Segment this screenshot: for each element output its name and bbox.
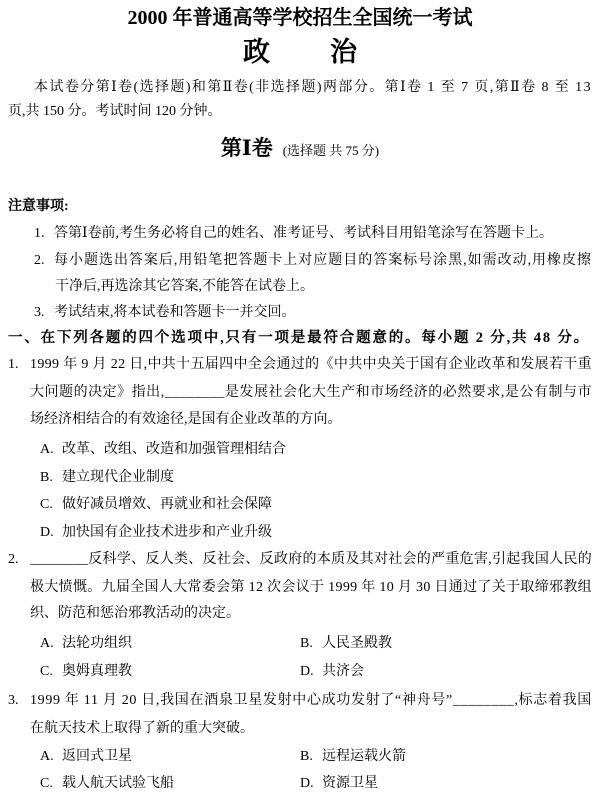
option-text: 法轮功组织 (62, 636, 132, 651)
notice-text-line: 考试结束,将本试卷和答题卡一并交回。 (54, 305, 296, 320)
option (40, 495, 272, 515)
part-heading (0, 134, 600, 162)
option-text: 改革、改组、改造和加强管理相结合 (62, 442, 286, 457)
option (40, 774, 174, 794)
question-text-line: 极大愤慨。九届全国人大常委会第 12 次会议于 1999 年 10 月 30 日通过了关于取缔邪教组 (30, 580, 592, 595)
question-text-line: 大问题的决定》指出,________是发展社会化大生产和市场经济的必然要求,是公有制与市 (30, 385, 592, 400)
notice-text-line: 每小题选出答案后,用铅笔把答题卡上对应题目的答案标号涂黑,如需改动,用橡皮擦 (54, 253, 592, 268)
option-text: 人民圣殿教 (322, 636, 392, 651)
question-text-line: 在航天技术上取得了新的重大突破。 (30, 721, 254, 736)
option-key: A. (40, 749, 54, 764)
option (300, 634, 392, 654)
option-text: 资源卫星 (322, 776, 378, 791)
option-text: 加快国有企业技术进步和产业升级 (62, 525, 272, 540)
option-key: C. (40, 776, 53, 791)
option-key: A. (40, 442, 54, 457)
part-note: (选择题 共 75 分) (282, 143, 380, 158)
option-text: 建立现代企业制度 (62, 470, 174, 485)
notice-number: 2. (34, 253, 45, 268)
notice-text-line: 干净后,再选涂其它答案,不能答在试卷上。 (55, 279, 314, 294)
option-key: D. (40, 525, 54, 540)
notice-text-line: 答第Ⅰ卷前,考生务必将自己的姓名、准考证号、考试科目用铅笔涂写在答题卡上。 (54, 226, 554, 241)
option (40, 440, 286, 460)
part-label: 第Ⅰ卷 (220, 136, 273, 160)
option (300, 774, 378, 794)
question-number: 1. (8, 357, 19, 372)
notice-number: 1. (34, 226, 45, 241)
option-key: A. (40, 636, 54, 651)
option-key: D. (300, 776, 314, 791)
question-text-line: ________反科学、反人类、反社会、反政府的本质及其对社会的严重危害,引起我国人民的 (30, 552, 592, 567)
option (40, 747, 132, 767)
option-key: B. (300, 636, 313, 651)
option (300, 747, 406, 767)
question-text-line: 场经济相结合的有效途径,是国有企业改革的方向。 (30, 412, 342, 427)
notices-heading: 注意事项: (8, 199, 69, 214)
option-text: 共济会 (322, 664, 364, 679)
intro-line: 页,共 150 分。考试时间 120 分钟。 (8, 104, 222, 119)
option-text: 奥姆真理教 (62, 664, 132, 679)
question-text-line: 1999 年 11 月 20 日,我国在酒泉卫星发射中心成功发射了“神舟号”________,标志着我国 (30, 693, 592, 708)
option (40, 634, 132, 654)
question-text-line: 织、防范和惩治邪教活动的决定。 (30, 606, 240, 621)
option-key: C. (40, 664, 53, 679)
question-number: 2. (8, 552, 19, 567)
subject-heading: 政治 (243, 37, 417, 67)
option-text: 远程运载火箭 (322, 749, 406, 764)
option-text: 返回式卫星 (62, 749, 132, 764)
option-key: B. (300, 749, 313, 764)
question-number: 3. (8, 693, 19, 708)
option-key: B. (40, 470, 53, 485)
option-text: 做好减员增效、再就业和社会保障 (62, 497, 272, 512)
option (40, 468, 174, 488)
notice-number: 3. (34, 305, 45, 320)
option-key: C. (40, 497, 53, 512)
option (300, 662, 364, 682)
section-heading: 一、在下列各题的四个选项中,只有一项是最符合题意的。每小题 2 分,共 48 分。 (8, 330, 590, 346)
option (40, 662, 132, 682)
question-text-line: 1999 年 9 月 22 日,中共十五届四中全会通过的《中共中央关于国有企业改革和发展若干重 (30, 357, 592, 372)
exam-title: 2000 年普通高等学校招生全国统一考试 (127, 7, 473, 29)
option-text: 载人航天试验飞船 (62, 776, 174, 791)
intro-line: 本试卷分第Ⅰ卷(选择题)和第Ⅱ卷(非选择题)两部分。第Ⅰ卷 1 至 7 页,第Ⅱ卷 8 至 13 (34, 80, 592, 95)
option (40, 523, 272, 543)
option-key: D. (300, 664, 314, 679)
